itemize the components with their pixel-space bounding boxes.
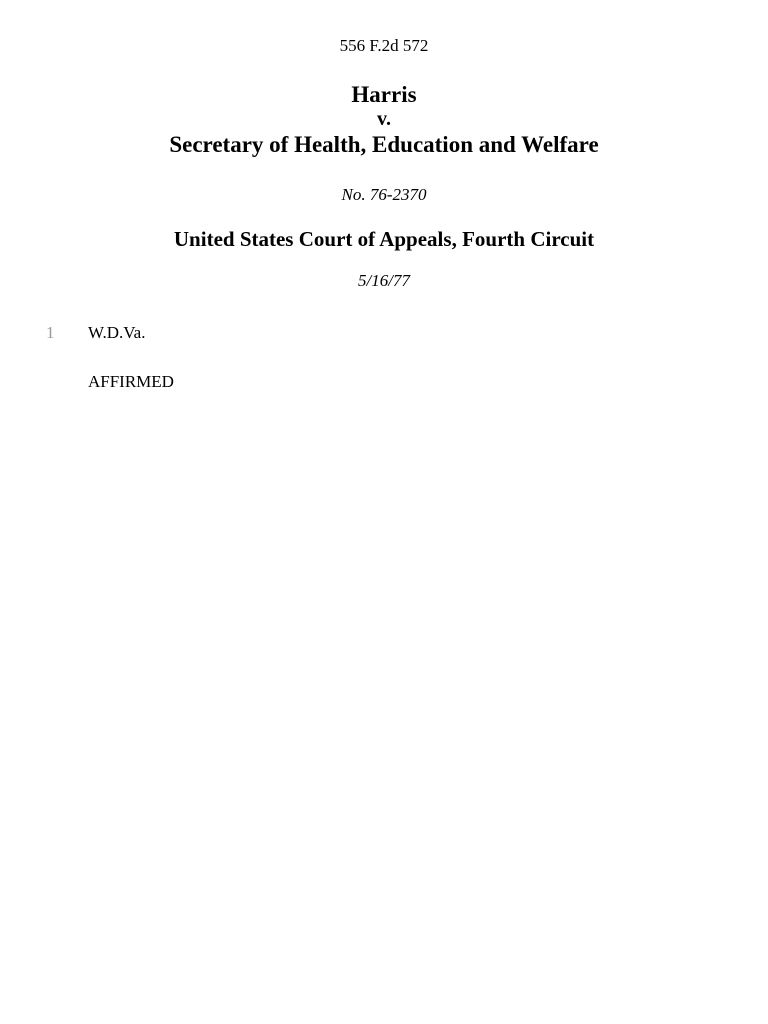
court-name: United States Court of Appeals, Fourth Circuit xyxy=(173,227,595,251)
disposition: AFFIRMED xyxy=(88,372,174,391)
case-citation: 556 F.2d 572 xyxy=(339,36,429,55)
decision-date: 5/16/77 xyxy=(358,271,410,290)
paragraph-number: 1 xyxy=(46,323,55,342)
caption-versus: v. xyxy=(377,108,391,130)
caption-party-plaintiff: Harris xyxy=(351,82,417,107)
docket-number: No. 76-2370 xyxy=(341,185,427,204)
paragraph-text: W.D.Va. xyxy=(88,323,146,342)
case-caption xyxy=(0,82,768,160)
caption-party-defendant: Secretary of Health, Education and Welfare xyxy=(169,132,599,157)
